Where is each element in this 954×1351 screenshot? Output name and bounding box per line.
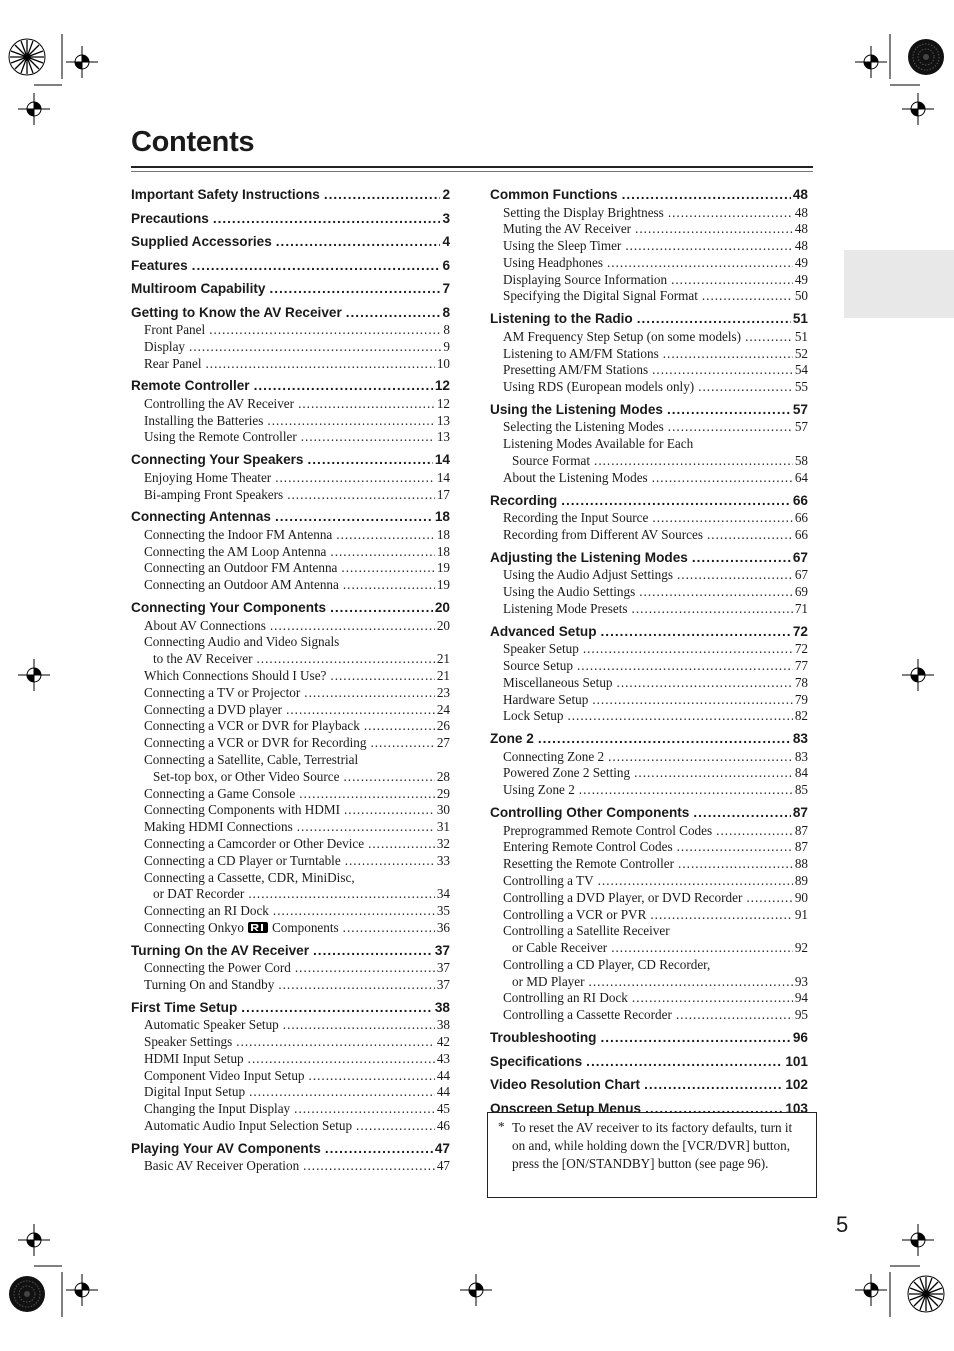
toc-heading-page: 66 — [792, 492, 808, 508]
toc-heading-page: 102 — [785, 1077, 808, 1093]
toc-entry-page: 54 — [794, 362, 808, 378]
toc-entry-label: Using RDS (European models only) — [503, 379, 695, 395]
toc-entry-page: 34 — [436, 886, 450, 902]
toc-heading-page: 37 — [434, 942, 450, 958]
toc-entry-label: Display — [144, 338, 186, 354]
toc-entry-label: Using Zone 2 — [503, 782, 575, 798]
toc-heading-label: Connecting Your Speakers — [131, 452, 304, 468]
toc-entry-label: Connecting a DVD player — [144, 701, 283, 717]
toc-entry-page: 91 — [794, 906, 808, 922]
toc-entry-label: Displaying Source Information — [503, 271, 668, 287]
crosshair-registration-icon — [18, 659, 50, 691]
toc-entry-page: 51 — [794, 328, 808, 344]
toc-entry-label: Listening to AM/FM Stations — [503, 345, 659, 361]
toc-entry-page: 48 — [794, 204, 808, 220]
toc-entry-label: Connecting a CD Player or Turntable — [144, 852, 341, 868]
toc-entry-label: Controlling a Satellite Receiver — [503, 923, 670, 939]
toc-entry-page: 18 — [436, 526, 450, 542]
registration-disc-icon — [9, 1276, 45, 1312]
toc-entry-label: Enjoying Home Theater — [144, 469, 272, 485]
toc-entry-label: Setting the Display Brightness — [503, 204, 664, 220]
toc-entry-page: 94 — [794, 990, 808, 1006]
registration-starburst-icon — [9, 39, 45, 75]
toc-entry-label: Connecting a Game Console — [144, 785, 296, 801]
crosshair-registration-icon — [18, 1224, 50, 1256]
toc-heading-page: 48 — [792, 187, 808, 202]
toc-entry-page: 78 — [794, 674, 808, 690]
toc-entry-label: Connecting a VCR or DVR for Playback — [144, 718, 360, 734]
toc-entry-label: Speaker Settings — [144, 1034, 233, 1050]
toc-heading-label: Multiroom Capability — [131, 281, 266, 296]
registration-disc-icon — [908, 39, 944, 75]
toc-entry-label: Listening Modes Available for Each — [503, 436, 694, 452]
toc-entry-label: Connecting Zone 2 — [503, 748, 605, 764]
toc-entry-page: 29 — [436, 785, 450, 801]
toc-entry-label: Making HDMI Connections — [144, 819, 293, 835]
toc-heading-page: 72 — [792, 623, 808, 639]
toc-heading-page: 51 — [792, 311, 808, 327]
crosshair-registration-icon — [18, 93, 50, 125]
toc-heading-label: Precautions — [131, 210, 209, 226]
toc-entry-label: Installing the Batteries — [144, 412, 264, 428]
toc-heading-page: 8 — [442, 304, 450, 320]
toc-entry-page: 36 — [436, 919, 450, 935]
toc-entry-page: 47 — [436, 1158, 450, 1174]
toc-entry-label: Connecting a Cassette, CDR, MiniDisc, — [144, 869, 355, 885]
toc-heading-label: First Time Setup — [131, 999, 238, 1015]
toc-entry-page: 48 — [794, 238, 808, 254]
toc-entry-label: Powered Zone 2 Setting — [503, 765, 631, 781]
toc-heading-label: Important Safety Instructions — [131, 187, 320, 202]
toc-heading-page: 12 — [434, 378, 450, 394]
toc-heading-label: Supplied Accessories — [131, 234, 272, 249]
toc-entry-label: Controlling a DVD Player, or DVD Recorder — [503, 889, 743, 905]
crosshair-registration-icon — [902, 93, 934, 125]
toc-entry-page: 19 — [436, 560, 450, 576]
toc-entry-page: 87 — [794, 822, 808, 838]
toc-entry-page: 33 — [436, 852, 450, 868]
toc-entry-page: 83 — [794, 748, 808, 764]
toc-entry-page: 55 — [794, 379, 808, 395]
toc-heading-page: 96 — [792, 1030, 808, 1046]
toc-entry-label: Connecting Audio and Video Signals — [144, 634, 340, 650]
toc-entry-label: Lock Setup — [503, 708, 564, 724]
toc-heading-label: Recording — [490, 492, 558, 508]
toc-entry-label: Entering Remote Control Codes — [503, 839, 673, 855]
toc-entry-label: Which Connections Should I Use? — [144, 667, 327, 683]
toc-entry-page: 44 — [436, 1067, 450, 1083]
toc-entry-label: or Cable Receiver — [512, 940, 608, 956]
toc-heading-label: Features — [131, 257, 188, 273]
toc-entry-label: Preprogrammed Remote Control Codes — [503, 822, 713, 838]
toc-entry-page: 44 — [436, 1084, 450, 1100]
toc-entry-page: 31 — [436, 819, 450, 835]
toc-entry-page: 45 — [436, 1101, 450, 1117]
toc-entry-label: Using the Remote Controller — [144, 429, 297, 445]
toc-entry-page: 37 — [436, 960, 450, 976]
toc-entry-page: 20 — [436, 617, 450, 633]
toc-entry-page: 35 — [436, 903, 450, 919]
toc-entry-label: Component Video Input Setup — [144, 1067, 305, 1083]
toc-entry-label: Bi-amping Front Speakers — [144, 486, 284, 502]
toc-entry-label: Using the Audio Adjust Settings — [503, 567, 673, 583]
toc-entry-label: or DAT Recorder — [153, 886, 245, 902]
toc-heading-label: Playing Your AV Components — [131, 1140, 321, 1156]
toc-entry-page: 71 — [794, 600, 808, 616]
toc-heading-label: Advanced Setup — [490, 623, 597, 639]
toc-entry-page: 88 — [794, 856, 808, 872]
toc-entry-page: 12 — [436, 395, 450, 411]
toc-entry-page: 84 — [794, 765, 808, 781]
toc-entry-page: 43 — [436, 1050, 450, 1066]
toc-entry-label: Using Headphones — [503, 254, 603, 270]
toc-heading-page: 103 — [785, 1100, 808, 1116]
toc-entry-label: Controlling the AV Receiver — [144, 395, 295, 411]
toc-entry-page: 64 — [794, 469, 808, 485]
toc-heading-page: 18 — [434, 509, 450, 525]
crosshair-registration-icon — [66, 46, 98, 78]
toc-entry-page: 9 — [443, 338, 450, 354]
note-marker: * — [498, 1119, 505, 1134]
toc-entry-page: 17 — [436, 486, 450, 502]
toc-entry-label: or MD Player — [512, 973, 585, 989]
toc-entry-label: Hardware Setup — [503, 691, 589, 707]
toc-entry-page: 21 — [436, 651, 450, 667]
toc-entry-label: Connecting an Outdoor AM Antenna — [144, 577, 339, 593]
toc-entry-label: Changing the Input Display — [144, 1101, 291, 1117]
toc-entry-page: 87 — [794, 839, 808, 855]
toc-heading-page: 6 — [442, 257, 450, 273]
toc-entry-label: Connecting an Outdoor FM Antenna — [144, 560, 338, 576]
toc-heading-page: 14 — [434, 452, 450, 468]
toc-heading-label: Specifications — [490, 1053, 583, 1069]
toc-entry-label: Presetting AM/FM Stations — [503, 362, 649, 378]
toc-entry-label: Connecting the AM Loop Antenna — [144, 543, 327, 559]
toc-entry-page: 18 — [436, 543, 450, 559]
toc-entry-label: Rear Panel — [144, 355, 202, 371]
toc-entry-page: 30 — [436, 802, 450, 818]
toc-entry-page: 24 — [436, 701, 450, 717]
toc-entry-page: 10 — [436, 355, 450, 371]
toc-heading-label: Connecting Antennas — [131, 509, 271, 525]
toc-entry-label: About the Listening Modes — [503, 469, 648, 485]
toc-entry-label: Turning On and Standby — [144, 977, 275, 992]
toc-entry-page: 19 — [436, 577, 450, 593]
toc-entry-label: Source Format — [512, 453, 591, 469]
toc-entry-page: 52 — [794, 345, 808, 361]
toc-heading-page: 57 — [792, 401, 808, 417]
toc-heading-page: 87 — [792, 805, 808, 821]
toc-entry-label: Controlling a CD Player, CD Recorder, — [503, 956, 711, 972]
toc-entry-page: 57 — [794, 419, 808, 435]
toc-entry-label: Controlling a TV — [503, 872, 594, 888]
toc-entry-label: Basic AV Receiver Operation — [144, 1158, 300, 1174]
toc-heading-label: Zone 2 — [490, 731, 534, 747]
toc-entry-label: HDMI Input Setup — [144, 1050, 244, 1066]
crosshair-registration-icon — [902, 659, 934, 691]
toc-entry-page: 93 — [794, 973, 808, 989]
toc-entry-label: Automatic Speaker Setup — [144, 1017, 279, 1033]
toc-heading-label: Using the Listening Modes — [490, 401, 663, 417]
toc-heading-page: 47 — [434, 1140, 450, 1156]
toc-entry-label: Connecting Onkyo — [144, 919, 244, 935]
toc-entry-label: Resetting the Remote Controller — [503, 856, 675, 872]
toc-entry-page: 49 — [794, 271, 808, 287]
toc-entry-label: Digital Input Setup — [144, 1084, 246, 1100]
toc-entry-label: Controlling a Cassette Recorder — [503, 1007, 672, 1023]
toc-entry-label: Connecting a TV or Projector — [144, 684, 301, 700]
toc-entry-label: Connecting Components with HDMI — [144, 802, 340, 818]
toc-entry-page: 8 — [443, 322, 450, 337]
toc-entry-label-suffix: Components — [272, 919, 339, 935]
page-title: Contents — [131, 126, 255, 158]
toc-entry-label: Connecting the Indoor FM Antenna — [144, 526, 333, 542]
toc-entry-label: Controlling an RI Dock — [503, 990, 628, 1006]
toc-heading-label: Connecting Your Components — [131, 600, 327, 616]
toc-entry-page: 13 — [436, 429, 450, 445]
toc-entry-label: Selecting the Listening Modes — [503, 419, 664, 435]
toc-entry-page: 89 — [794, 872, 808, 888]
toc-heading-label: Turning On the AV Receiver — [131, 942, 310, 958]
toc-heading-label: Onscreen Setup Menus — [490, 1100, 642, 1116]
toc-entry-page: 77 — [794, 657, 808, 673]
toc-entry-page: 37 — [436, 977, 450, 992]
toc-entry-page: 32 — [436, 835, 450, 851]
toc-entry-label: Automatic Audio Input Selection Setup — [144, 1118, 353, 1134]
toc-heading-page: 4 — [442, 234, 450, 249]
crosshair-registration-icon — [855, 1274, 887, 1306]
toc-entry-label: Connecting the Power Cord — [144, 960, 291, 976]
toc-entry-label: Recording the Input Source — [503, 510, 649, 526]
crosshair-registration-icon — [460, 1274, 492, 1306]
toc-entry-page: 23 — [436, 684, 450, 700]
toc-heading-page: 38 — [434, 999, 450, 1015]
toc-entry-label: Source Setup — [503, 657, 573, 673]
toc-entry-page: 46 — [436, 1118, 450, 1134]
toc-heading-page: 83 — [792, 731, 808, 747]
toc-entry-label: to the AV Receiver — [153, 651, 253, 667]
toc-entry-label: Controlling a VCR or PVR — [503, 906, 647, 922]
crosshair-registration-icon — [902, 1224, 934, 1256]
toc-heading-label: Remote Controller — [131, 378, 250, 394]
toc-entry-label: Set-top box, or Other Video Source — [153, 768, 340, 784]
toc-entry-page: 21 — [436, 667, 450, 683]
toc-entry-page: 95 — [794, 1007, 808, 1023]
toc-entry-page: 82 — [794, 708, 808, 724]
toc-heading-label: Common Functions — [490, 187, 618, 202]
toc-heading-page: 7 — [442, 281, 450, 296]
toc-entry-label: Speaker Setup — [503, 641, 579, 657]
toc-heading-label: Adjusting the Listening Modes — [490, 549, 688, 565]
toc-entry-label: Front Panel — [144, 322, 206, 337]
toc-entry-page: 50 — [794, 288, 808, 304]
toc-heading-label: Getting to Know the AV Receiver — [131, 304, 342, 320]
toc-heading-page: 2 — [442, 187, 450, 202]
toc-heading-page: 20 — [434, 600, 450, 616]
toc-entry-page: 28 — [436, 768, 450, 784]
toc-entry-label: Muting the AV Receiver — [503, 221, 632, 237]
toc-entry-page: 26 — [436, 718, 450, 734]
toc-entry-label: Miscellaneous Setup — [503, 674, 613, 690]
toc-entry-label: Connecting a Camcorder or Other Device — [144, 835, 365, 851]
toc-entry-label: AM Frequency Step Setup (on some models) — [503, 328, 742, 344]
toc-heading-label: Listening to the Radio — [490, 311, 633, 327]
page-number: 5 — [836, 1212, 849, 1237]
toc-entry-label: Recording from Different AV Sources — [503, 526, 703, 542]
toc-entry-page: 14 — [436, 469, 450, 485]
toc-entry-page: 79 — [794, 691, 808, 707]
toc-entry-page: 69 — [794, 584, 808, 600]
toc-entry-page: 90 — [794, 889, 808, 905]
crosshair-registration-icon — [66, 1274, 98, 1306]
toc-entry-page: 92 — [794, 940, 808, 956]
toc-entry-page: 13 — [436, 412, 450, 428]
crosshair-registration-icon — [855, 46, 887, 78]
toc-heading-page: 67 — [792, 549, 808, 565]
toc-heading-label: Video Resolution Chart — [490, 1077, 641, 1093]
toc-entry-page: 27 — [436, 735, 450, 751]
toc-heading-page: 3 — [442, 210, 450, 226]
toc-heading-label: Controlling Other Components — [490, 805, 690, 821]
toc-entry-page: 72 — [794, 641, 808, 657]
toc-heading-page: 101 — [785, 1053, 808, 1069]
note-text: To reset the AV receiver to its factory defaults, turn it on and, while holding down the [VCR/DVR] button, press the [ON/STANDBY] button (see page 96). — [512, 1120, 793, 1171]
registration-starburst-icon — [908, 1276, 944, 1312]
toc-entry-label: Connecting a Satellite, Cable, Terrestrial — [144, 751, 359, 767]
toc-entry-page: 66 — [794, 526, 808, 542]
toc-entry-label: Connecting an RI Dock — [144, 903, 269, 919]
toc-entry-page: 85 — [794, 782, 808, 798]
toc-entry-label: Connecting a VCR or DVR for Recording — [144, 735, 367, 751]
toc-entry-label: Using the Audio Settings — [503, 584, 636, 600]
toc-entry-label: Specifying the Digital Signal Format — [503, 288, 698, 304]
toc-entry-label: Using the Sleep Timer — [503, 238, 622, 254]
toc-entry-page: 38 — [436, 1017, 450, 1033]
toc-entry-page: 42 — [436, 1034, 450, 1050]
toc-entry-page: 66 — [794, 510, 808, 526]
toc-entry-label: About AV Connections — [144, 617, 266, 633]
toc-heading-label: Troubleshooting — [490, 1030, 597, 1046]
toc-entry-page: 67 — [794, 567, 808, 583]
toc-entry-page: 58 — [794, 453, 808, 469]
toc-entry-label: Listening Mode Presets — [503, 600, 628, 616]
toc-entry-page: 48 — [794, 221, 808, 237]
toc-entry-page: 49 — [794, 254, 808, 270]
